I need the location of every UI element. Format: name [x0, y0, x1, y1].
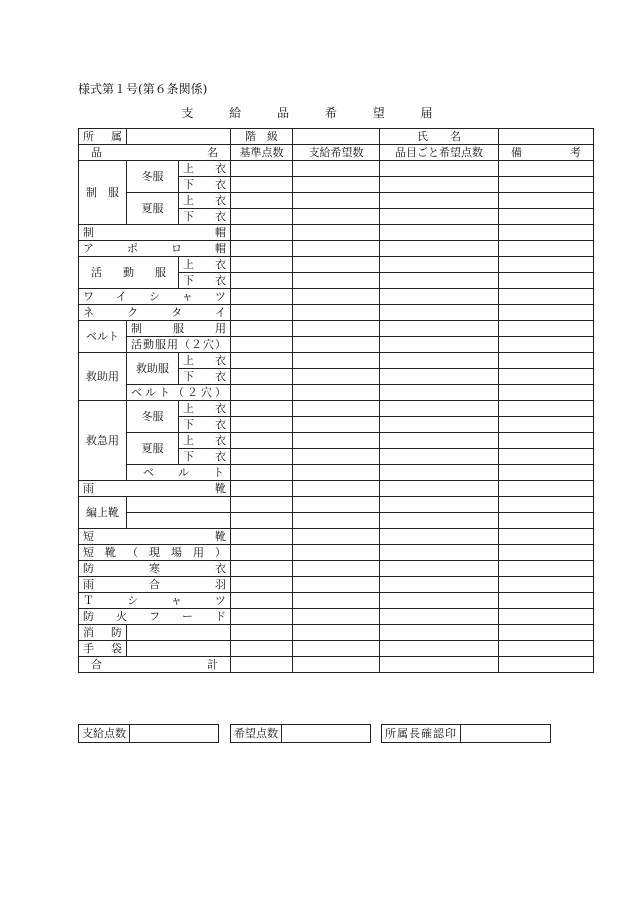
- table-row: [79, 625, 594, 641]
- cell-remarks[interactable]: [499, 625, 594, 641]
- cell-base[interactable]: [231, 529, 293, 545]
- item-shitagi: 下 衣: [179, 209, 231, 225]
- rank-field[interactable]: [293, 129, 380, 145]
- cell-sub[interactable]: [127, 513, 231, 529]
- cell-base[interactable]: [231, 465, 293, 481]
- applicant-row: [79, 129, 594, 145]
- table-row: [79, 577, 594, 593]
- col-item-points: 品目ごと希望点数: [380, 145, 499, 161]
- cell-remarks[interactable]: [499, 577, 594, 593]
- cell-remarks[interactable]: [499, 209, 594, 225]
- cell-qty[interactable]: [293, 337, 380, 353]
- cell-qty[interactable]: [293, 161, 380, 177]
- cell-sub[interactable]: [127, 497, 231, 513]
- cell-base[interactable]: [231, 209, 293, 225]
- cell-points[interactable]: [380, 545, 499, 561]
- item-kyukyuyou: 救急用: [79, 401, 127, 481]
- office-field[interactable]: [127, 129, 231, 145]
- cell-remarks[interactable]: [499, 641, 594, 657]
- item-uwagi: 上 衣: [179, 433, 231, 449]
- cell-base[interactable]: [231, 353, 293, 369]
- cell-base[interactable]: [231, 193, 293, 209]
- cell-qty[interactable]: [293, 289, 380, 305]
- item-shitagi: 下 衣: [179, 273, 231, 289]
- cell-qty[interactable]: [293, 305, 380, 321]
- item-uwagi: 上 衣: [179, 401, 231, 417]
- cell-points[interactable]: [380, 385, 499, 401]
- cell-remarks[interactable]: [499, 513, 594, 529]
- cell-base[interactable]: [231, 449, 293, 465]
- cell-qty[interactable]: [293, 433, 380, 449]
- cell-base[interactable]: [231, 545, 293, 561]
- column-header-row: [79, 145, 594, 161]
- cell-remarks[interactable]: [499, 609, 594, 625]
- cell-qty[interactable]: [293, 449, 380, 465]
- item-shitagi: 下 衣: [179, 449, 231, 465]
- table-row: [79, 609, 594, 625]
- item-apollo: アポロ帽: [79, 241, 231, 257]
- item-seibou: 制 帽: [79, 225, 231, 241]
- name-field[interactable]: [499, 129, 594, 145]
- item-amagutsu: 雨 靴: [79, 481, 231, 497]
- form-title: 支 給 品 希 望 届: [181, 106, 449, 120]
- cell-qty[interactable]: [293, 225, 380, 241]
- cell-remarks[interactable]: [499, 561, 594, 577]
- cell-points[interactable]: [380, 625, 499, 641]
- cell-points[interactable]: [380, 609, 499, 625]
- cell-qty[interactable]: [293, 241, 380, 257]
- cell-qty[interactable]: [293, 513, 380, 529]
- item-tangutsu-genba: 短靴（現場用）: [79, 545, 231, 561]
- table-row: [79, 321, 594, 337]
- supply-points-box: [78, 724, 219, 743]
- cell-qty[interactable]: [293, 321, 380, 337]
- cell-base[interactable]: [231, 225, 293, 241]
- cell-qty[interactable]: [293, 417, 380, 433]
- cell-remarks[interactable]: [499, 385, 594, 401]
- cell-remarks[interactable]: [499, 257, 594, 273]
- cell-base[interactable]: [231, 401, 293, 417]
- cell-points[interactable]: [380, 257, 499, 273]
- table-row: [79, 161, 594, 177]
- item-natsufuku: 夏服: [127, 433, 179, 465]
- cell-remarks[interactable]: [499, 321, 594, 337]
- cell-base[interactable]: [231, 369, 293, 385]
- item-tshirt: Ｔシャツ: [79, 593, 231, 609]
- table-row: [79, 193, 594, 209]
- cell-qty[interactable]: [293, 209, 380, 225]
- item-fuyufuku: 冬服: [127, 161, 179, 193]
- chief-seal-field[interactable]: [461, 725, 550, 742]
- cell-base[interactable]: [231, 257, 293, 273]
- col-remarks: 備 考: [499, 145, 594, 161]
- cell-base[interactable]: [231, 657, 293, 673]
- cell-base[interactable]: [231, 481, 293, 497]
- cell-points[interactable]: [380, 657, 499, 673]
- cell-remarks[interactable]: [499, 305, 594, 321]
- cell-base[interactable]: [231, 337, 293, 353]
- table-row: [79, 529, 594, 545]
- item-belt-plain: ベ ル ト: [127, 465, 231, 481]
- table-row: [79, 513, 594, 529]
- cell-qty[interactable]: [293, 641, 380, 657]
- supply-points-label: 支給点数: [79, 725, 130, 742]
- cell-remarks[interactable]: [499, 273, 594, 289]
- item-ywshirt: ワイシャツ: [79, 289, 231, 305]
- table-row: [79, 385, 594, 401]
- cell-base[interactable]: [231, 641, 293, 657]
- cell-base[interactable]: [231, 513, 293, 529]
- cell-points[interactable]: [380, 481, 499, 497]
- table-row: [79, 465, 594, 481]
- cell-points[interactable]: [380, 417, 499, 433]
- cell-points[interactable]: [380, 497, 499, 513]
- cell-qty[interactable]: [293, 593, 380, 609]
- cell-base[interactable]: [231, 593, 293, 609]
- item-amagappa: 雨 合 羽: [79, 577, 231, 593]
- cell-qty[interactable]: [293, 481, 380, 497]
- cell-qty[interactable]: [293, 625, 380, 641]
- table-row: [79, 593, 594, 609]
- cell-points[interactable]: [380, 561, 499, 577]
- total-row: [79, 657, 594, 673]
- item-tebukuro: 手 袋: [79, 641, 127, 657]
- cell-sub[interactable]: [127, 641, 231, 657]
- cell-points[interactable]: [380, 241, 499, 257]
- table-row: [79, 225, 594, 241]
- table-row: [79, 641, 594, 657]
- item-shobo: 消 防: [79, 625, 127, 641]
- cell-points[interactable]: [380, 161, 499, 177]
- cell-remarks[interactable]: [499, 401, 594, 417]
- item-belt-2ana: ベルト（２穴）: [127, 385, 231, 401]
- supply-request-table: [78, 128, 594, 673]
- cell-qty[interactable]: [293, 577, 380, 593]
- table-row: [79, 353, 594, 369]
- item-shitagi: 下 衣: [179, 369, 231, 385]
- cell-points[interactable]: [380, 321, 499, 337]
- col-item: 品 名: [79, 145, 231, 161]
- cell-base[interactable]: [231, 177, 293, 193]
- cell-base[interactable]: [231, 385, 293, 401]
- chief-seal-box: [381, 724, 551, 743]
- table-row: [79, 433, 594, 449]
- office-label: 所 属: [79, 129, 127, 145]
- cell-qty[interactable]: [293, 353, 380, 369]
- item-belt-katsudou: 活動服用（２穴）: [127, 337, 231, 353]
- cell-base[interactable]: [231, 241, 293, 257]
- cell-base[interactable]: [231, 625, 293, 641]
- cell-qty[interactable]: [293, 465, 380, 481]
- cell-remarks[interactable]: [499, 369, 594, 385]
- cell-base[interactable]: [231, 289, 293, 305]
- cell-points[interactable]: [380, 433, 499, 449]
- name-label: 氏 名: [380, 129, 499, 145]
- item-uwagi: 上 衣: [179, 353, 231, 369]
- item-kyujofuku: 救助服: [127, 353, 179, 385]
- cell-remarks[interactable]: [499, 417, 594, 433]
- cell-qty[interactable]: [293, 369, 380, 385]
- cell-points[interactable]: [380, 577, 499, 593]
- cell-qty[interactable]: [293, 545, 380, 561]
- cell-remarks[interactable]: [499, 545, 594, 561]
- cell-points[interactable]: [380, 209, 499, 225]
- cell-base[interactable]: [231, 561, 293, 577]
- cell-points[interactable]: [380, 305, 499, 321]
- item-belt: ベルト: [79, 321, 127, 353]
- cell-points[interactable]: [380, 193, 499, 209]
- table-row: [79, 337, 594, 353]
- cell-remarks[interactable]: [499, 177, 594, 193]
- supply-points-field[interactable]: [130, 725, 218, 742]
- cell-points[interactable]: [380, 273, 499, 289]
- item-amimigutsu: 編上靴: [79, 497, 127, 529]
- cell-points[interactable]: [380, 513, 499, 529]
- cell-remarks[interactable]: [499, 449, 594, 465]
- table-row: [79, 401, 594, 417]
- cell-remarks[interactable]: [499, 593, 594, 609]
- cell-remarks[interactable]: [499, 433, 594, 449]
- item-boka-hood: 防火フード: [79, 609, 231, 625]
- col-base-points: 基準点数: [231, 145, 293, 161]
- cell-qty[interactable]: [293, 657, 380, 673]
- cell-remarks[interactable]: [499, 465, 594, 481]
- requested-points-label: 希望点数: [231, 725, 282, 742]
- cell-points[interactable]: [380, 225, 499, 241]
- table-row: [79, 305, 594, 321]
- item-belt-seifuku: 制 服 用: [127, 321, 231, 337]
- table-row: [79, 257, 594, 273]
- table-row: [79, 289, 594, 305]
- cell-remarks[interactable]: [499, 337, 594, 353]
- cell-points[interactable]: [380, 641, 499, 657]
- cell-sub[interactable]: [127, 625, 231, 641]
- item-uwagi: 上 衣: [179, 193, 231, 209]
- item-natsufuku: 夏服: [127, 193, 179, 225]
- cell-qty[interactable]: [293, 497, 380, 513]
- cell-points[interactable]: [380, 401, 499, 417]
- cell-remarks[interactable]: [499, 289, 594, 305]
- cell-base[interactable]: [231, 321, 293, 337]
- item-uwagi: 上 衣: [179, 257, 231, 273]
- table-row: [79, 241, 594, 257]
- rank-label: 階 級: [231, 129, 293, 145]
- cell-remarks[interactable]: [499, 225, 594, 241]
- table-row: [79, 481, 594, 497]
- cell-qty[interactable]: [293, 609, 380, 625]
- cell-base[interactable]: [231, 497, 293, 513]
- cell-remarks[interactable]: [499, 497, 594, 513]
- cell-base[interactable]: [231, 305, 293, 321]
- cell-remarks[interactable]: [499, 481, 594, 497]
- chief-seal-label: 所属長確認印: [382, 725, 461, 742]
- requested-points-field[interactable]: [282, 725, 370, 742]
- cell-points[interactable]: [380, 369, 499, 385]
- item-seifuku: 制 服: [79, 161, 127, 225]
- item-fuyufuku: 冬服: [127, 401, 179, 433]
- cell-points[interactable]: [380, 177, 499, 193]
- cell-qty[interactable]: [293, 529, 380, 545]
- cell-remarks[interactable]: [499, 529, 594, 545]
- cell-points[interactable]: [380, 353, 499, 369]
- cell-points[interactable]: [380, 289, 499, 305]
- form-reference: 様式第１号(第６条関係): [78, 82, 208, 96]
- cell-base[interactable]: [231, 161, 293, 177]
- item-tangutsu: 短 靴: [79, 529, 231, 545]
- item-total: 合 計: [79, 657, 231, 673]
- requested-points-box: [230, 724, 371, 743]
- cell-qty[interactable]: [293, 193, 380, 209]
- table-row: [79, 545, 594, 561]
- col-requested-qty: 支給希望数: [293, 145, 380, 161]
- item-kyujoyou: 救助用: [79, 353, 127, 401]
- item-boukan: 防 寒 衣: [79, 561, 231, 577]
- item-shitagi: 下 衣: [179, 417, 231, 433]
- cell-remarks[interactable]: [499, 241, 594, 257]
- cell-points[interactable]: [380, 449, 499, 465]
- cell-remarks[interactable]: [499, 161, 594, 177]
- cell-points[interactable]: [380, 337, 499, 353]
- cell-base[interactable]: [231, 273, 293, 289]
- cell-remarks[interactable]: [499, 657, 594, 673]
- cell-qty[interactable]: [293, 561, 380, 577]
- cell-qty[interactable]: [293, 385, 380, 401]
- cell-remarks[interactable]: [499, 193, 594, 209]
- cell-points[interactable]: [380, 529, 499, 545]
- cell-qty[interactable]: [293, 273, 380, 289]
- item-katsudoufuku: 活 動 服: [79, 257, 179, 289]
- cell-base[interactable]: [231, 577, 293, 593]
- item-shitagi: 下 衣: [179, 177, 231, 193]
- cell-base[interactable]: [231, 417, 293, 433]
- cell-points[interactable]: [380, 593, 499, 609]
- table-row: [79, 561, 594, 577]
- cell-qty[interactable]: [293, 401, 380, 417]
- cell-qty[interactable]: [293, 257, 380, 273]
- item-necktie: ネクタイ: [79, 305, 231, 321]
- cell-points[interactable]: [380, 465, 499, 481]
- cell-base[interactable]: [231, 433, 293, 449]
- table-row: [79, 497, 594, 513]
- cell-remarks[interactable]: [499, 353, 594, 369]
- cell-base[interactable]: [231, 609, 293, 625]
- item-uwagi: 上 衣: [179, 161, 231, 177]
- cell-qty[interactable]: [293, 177, 380, 193]
